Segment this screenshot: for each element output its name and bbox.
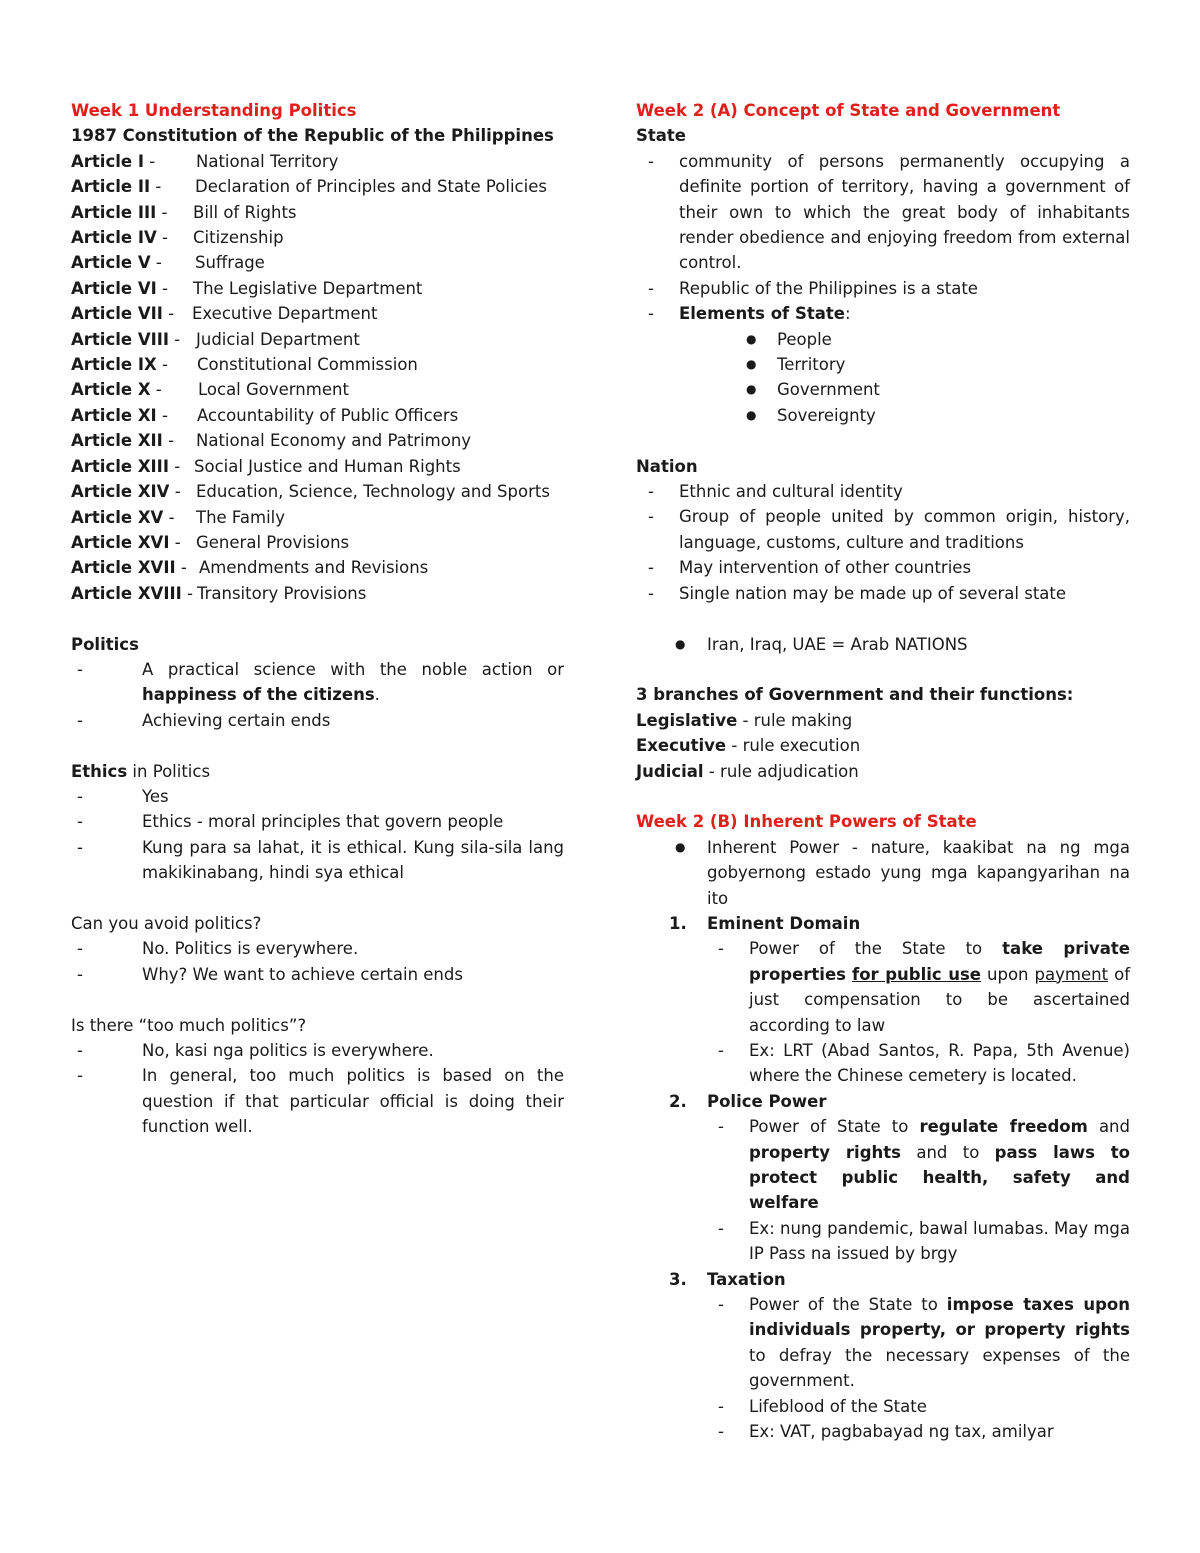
list-item: ● Iran, Iraq, UAE = Arab NATIONS: [636, 632, 1130, 657]
article-row: [71, 200, 564, 225]
article-row: [71, 479, 564, 504]
politics-title: Politics: [71, 634, 139, 654]
article-description: Suffrage: [195, 253, 265, 273]
nation-title: Nation: [636, 456, 698, 476]
article-description: Education, Science, Technology and Sports: [196, 482, 550, 502]
list-item: - Ex: LRT (Abad Santos, R. Papa, 5th Avenue) where the Chinese cemetery is located.: [718, 1040, 1130, 1086]
article-number: Article II -: [71, 177, 162, 197]
list-item: - Ethnic and cultural identity: [648, 482, 903, 502]
list-item: - Single nation may be made up of several state: [648, 583, 1067, 603]
week2a-title: Week 2 (A) Concept of State and Government: [636, 101, 1061, 120]
article-description: Social Justice and Human Rights: [194, 456, 461, 476]
article-description: Bill of Rights: [193, 202, 297, 222]
article-row: [71, 505, 564, 530]
power-police-power: 2. Police Power: [669, 1091, 827, 1111]
article-row: [71, 581, 564, 606]
article-description: Amendments and Revisions: [199, 558, 429, 578]
article-number: Article I -: [71, 151, 156, 171]
list-item: ● People: [636, 327, 1130, 352]
article-description: National Territory: [196, 151, 339, 171]
article-description: Local Government: [198, 380, 349, 400]
list-item: - In general, too much politics is based on the question if that particular official is doing their function well.: [77, 1066, 564, 1137]
article-number: Article X -: [71, 380, 162, 400]
list-item: ● Inherent Power - nature, kaakibat na ng mga gobyernong estado yung mga kapangyarihan na ito: [636, 835, 1130, 911]
article-number: Article XVIII -: [71, 583, 193, 603]
list-item: - Achieving certain ends: [77, 710, 331, 730]
article-number: Article XIV -: [71, 482, 181, 502]
constitution-title: 1987 Constitution of the Republic of the Philippines: [71, 126, 554, 146]
article-description: National Economy and Patrimony: [196, 431, 472, 451]
article-row: [71, 454, 564, 479]
power-taxation: 3. Taxation: [669, 1269, 786, 1289]
list-item: - No, kasi nga politics is everywhere.: [77, 1040, 434, 1060]
article-number: Article III -: [71, 202, 168, 222]
list-item: - Power of the State to impose taxes upon individuals property, or property rights to defray the necessary expenses of the government.: [718, 1295, 1130, 1391]
right-column: [636, 98, 1130, 1444]
list-item: - Why? We want to achieve certain ends: [77, 964, 463, 984]
list-item: - Ex: VAT, pagbabayad ng tax, amilyar: [718, 1422, 1054, 1442]
bullet-icon: ●: [746, 357, 757, 372]
article-number: Article XV -: [71, 507, 175, 527]
article-number: Article XI -: [71, 405, 168, 425]
article-description: Accountability of Public Officers: [197, 405, 459, 425]
article-row: [71, 174, 564, 199]
list-item: - Republic of the Philippines is a state: [648, 278, 978, 298]
avoid-title: Can you avoid politics?: [71, 913, 262, 933]
article-row: [71, 530, 564, 555]
list-item: - No. Politics is everywhere.: [77, 939, 359, 959]
bullet-icon: ●: [746, 382, 757, 397]
branch-judicial: Judicial - rule adjudication: [636, 761, 859, 781]
left-column: [71, 98, 564, 1140]
article-description: Transitory Provisions: [196, 583, 367, 603]
list-item: ● Sovereignty: [636, 403, 1130, 428]
article-description: General Provisions: [196, 532, 350, 552]
article-row: [71, 149, 564, 174]
article-number: Article VIII -: [71, 329, 181, 349]
article-number: Article XVII -: [71, 558, 187, 578]
list-item: - Ethics - moral principles that govern people: [77, 812, 504, 832]
toomuch-title: Is there “too much politics”?: [71, 1015, 307, 1035]
article-row: [71, 301, 564, 326]
articles-list: [71, 149, 564, 606]
bullet-icon: ●: [746, 331, 757, 346]
list-item: - Power of the State to take private properties for public use upon payment of just compensation to be ascertained according to law: [718, 939, 1131, 1035]
article-description: Citizenship: [193, 228, 284, 248]
article-row: [71, 555, 564, 580]
article-description: The Legislative Department: [193, 278, 423, 298]
article-description: Constitutional Commission: [197, 355, 418, 375]
article-description: The Family: [196, 507, 286, 527]
branch-executive: Executive - rule execution: [636, 736, 861, 756]
article-description: Declaration of Principles and State Policies: [195, 177, 547, 197]
list-item: - community of persons permanently occupying a definite portion of territory, having a government of their own to which the great body of inhabitants render obedience and enjoying freedom from external control.: [648, 151, 1130, 273]
branches-title: 3 branches of Government and their functions:: [636, 685, 1074, 705]
article-row: [71, 403, 564, 428]
article-row: [71, 225, 564, 250]
article-number: Article IX -: [71, 355, 168, 375]
list-item: - Power of State to regulate freedom and property rights and to pass laws to protect public health, safety and welfare: [718, 1117, 1131, 1213]
list-item: - Ex: nung pandemic, bawal lumabas. May mga IP Pass na issued by brgy: [718, 1218, 1130, 1264]
ethics-title: Ethics in Politics: [71, 761, 211, 781]
article-row: [71, 327, 564, 352]
bullet-icon: ●: [675, 636, 686, 651]
article-number: Article V -: [71, 253, 162, 273]
list-item: - Lifeblood of the State: [718, 1396, 927, 1416]
list-item: ● Territory: [636, 352, 1130, 377]
article-row: [71, 276, 564, 301]
article-number: Article IV -: [71, 228, 168, 248]
week1-title: Week 1 Understanding Politics: [71, 101, 357, 120]
list-item: - Elements of State:: [648, 304, 851, 324]
article-row: [71, 352, 564, 377]
list-item: - May intervention of other countries: [648, 558, 972, 578]
article-description: Executive Department: [192, 304, 378, 324]
article-description: Judicial Department: [196, 329, 360, 349]
branch-legislative: Legislative - rule making: [636, 710, 853, 730]
article-number: Article XII -: [71, 431, 175, 451]
bullet-icon: ●: [675, 839, 686, 854]
article-number: Article VI -: [71, 278, 168, 298]
article-row: [71, 377, 564, 402]
article-row: [71, 428, 564, 453]
article-row: [71, 250, 564, 275]
power-eminent-domain: 1. Eminent Domain: [669, 913, 861, 933]
article-number: Article VII -: [71, 304, 175, 324]
article-number: Article XVI -: [71, 532, 181, 552]
week2b-title: Week 2 (B) Inherent Powers of State: [636, 812, 977, 832]
list-item: ● Government: [636, 377, 1130, 402]
bullet-icon: ●: [746, 407, 757, 422]
list-item: - A practical science with the noble action or happiness of the citizens.: [77, 659, 564, 705]
list-item: - Kung para sa lahat, it is ethical. Kung sila-sila lang makikinabang, hindi sya ethical: [77, 837, 564, 883]
list-item: - Yes: [77, 786, 169, 806]
article-number: Article XIII -: [71, 456, 181, 476]
list-item: - Group of people united by common origin, history, language, customs, culture and traditions: [648, 507, 1130, 552]
state-title: State: [636, 126, 686, 146]
